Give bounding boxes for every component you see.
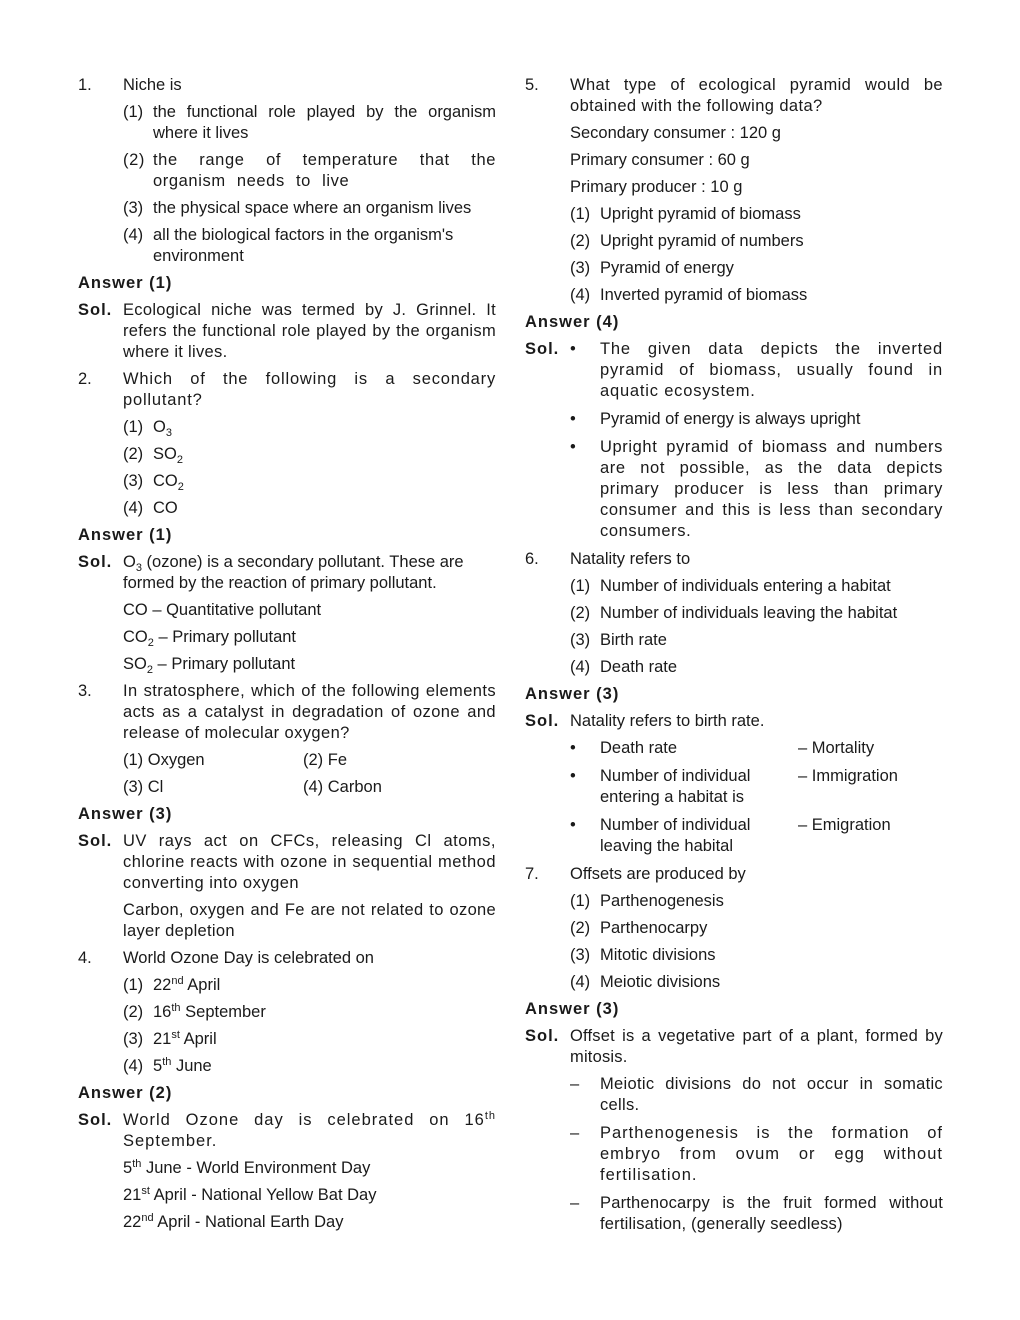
option: (4) Meiotic divisions [570,973,721,991]
option: (1) Upright pyramid of biomass [570,205,801,223]
question-6: 6. Natality refers to [525,550,691,568]
q7-options [525,891,943,993]
option: (3) Pyramid of energy [570,259,734,277]
option: (1) $O_3$ [123,418,172,439]
option: (2) Parthenocarpy [570,919,708,937]
right-column [525,75,943,1242]
solution: Sol. Ecological niche was termed by J. Grinnel. It refers the functional role played by the organism where it lives. [78,301,496,361]
question-7: 7. Offsets are produced by [525,865,746,883]
q2-options [78,417,496,519]
option: (2) $SO_2$ [123,445,183,466]
option: (2) Fe [303,751,348,769]
answer-label: Answer (3) [525,1000,620,1018]
option: (1) Parthenogenesis [570,892,724,910]
option: (2) 16th September [123,1002,266,1021]
question-4: 4. World Ozone Day is celebrated on [78,949,374,967]
answer-label: Answer (4) [525,313,620,331]
q3-options [78,750,496,798]
solution: Sol. $O_3$ (ozone) is a secondary pollutant. These are formed by the reaction of primary pollutant. [78,553,464,592]
option: (2) Number of individuals leaving the habitat [570,604,898,622]
answer-label: Answer (3) [78,805,173,823]
option: (4) Death rate [570,658,678,676]
offset-notes: – Meiotic divisions do not occur in somatic cells. – Parthenogenesis is the formation of embryo from ovum or egg without fertilisation. – Parthenocarpy is the fruit formed without fertilisation, (generally seedless) [570,1075,943,1233]
option: (4) Inverted pyramid of biomass [570,286,808,304]
q5-data: Secondary consumer : 120 g Primary consumer : 60 g Primary producer : 10 g (1) Upright pyramid of biomass (2) Upright pyramid of numbers (3) Pyramid of energy (4) Inverted pyramid of biomass [525,123,943,306]
q4-options [78,975,496,1077]
option: (1) Number of individuals entering a habitat [570,577,891,595]
question-5: 5. What type of ecological pyramid would be obtained with the following data? [525,76,943,115]
question-3: 3. In stratosphere, which of the following elements acts as a catalyst in degradation of ozone and release of molecular oxygen? [78,682,496,742]
option: (3) the physical space where an organism lives [123,199,472,217]
q1-options [78,102,496,267]
question-1 [78,75,496,96]
solution: Sol. • The given data depicts the inverted pyramid of biomass, usually found in aquatic ecosystem. [525,340,943,400]
option: (3) 21st April [123,1029,217,1048]
option: (1) Oxygen [123,751,205,769]
left-column [78,75,496,1239]
solution-note: Carbon, oxygen and Fe are not related to ozone layer depletion [123,901,496,940]
option: (1) 22nd April [123,975,221,994]
question-number: 1. [78,76,92,94]
option: (3) $CO_2$ [123,472,184,493]
solution-bullets: • Pyramid of energy is always upright • Upright pyramid of biomass and numbers are not possible, as the data depicts primary producer is less than primary consumer and this is less than secondary consumers. [570,410,943,540]
pollutant-list: CO – Quantitative pollutant $CO_2$ – Primary pollutant $SO_2$ – Primary pollutant [123,601,322,676]
natality-terms: • Death rate – Mortality • Number of individual entering a habitat is – Immigration • Number of individual leaving the habital – Emigration [570,739,898,855]
answer-label: Answer (1) [78,274,173,292]
answer-label: Answer (1) [78,526,173,544]
option: (4) 5th June [123,1056,212,1075]
solution: Sol. World Ozone day is celebrated on 16th September. [78,1110,496,1150]
special-days-list: 5th June - World Environment Day 21st April - National Yellow Bat Day 22nd April - National Earth Day [123,1158,377,1231]
option: (4) all the biological factors in the organism's environment [123,226,454,265]
solution: Sol. Offset is a vegetative part of a plant, formed by mitosis. [525,1027,943,1066]
question-text: Niche is [123,76,182,94]
option: (3) Birth rate [570,631,667,649]
solution: Sol. Natality refers to birth rate. [525,712,765,730]
question-2: 2. Which of the following is a secondary pollutant? [78,370,496,409]
answer-label: Answer (3) [525,685,620,703]
option: (1) the functional role played by the organism where it lives [123,103,496,142]
solution: Sol. UV rays act on CFCs, releasing Cl atoms, chlorine reacts with ozone in sequential method converting into oxygen [78,832,496,892]
option: (4) Carbon [303,778,382,796]
answer-label: Answer (2) [78,1084,173,1102]
option: (2) Upright pyramid of numbers [570,232,804,250]
q6-options [525,576,943,678]
option: (4) CO [123,499,178,517]
option: (3) Cl [123,778,164,796]
option: (2) the range of temperature that the organism needs to live [123,151,496,190]
option: (3) Mitotic divisions [570,946,716,964]
